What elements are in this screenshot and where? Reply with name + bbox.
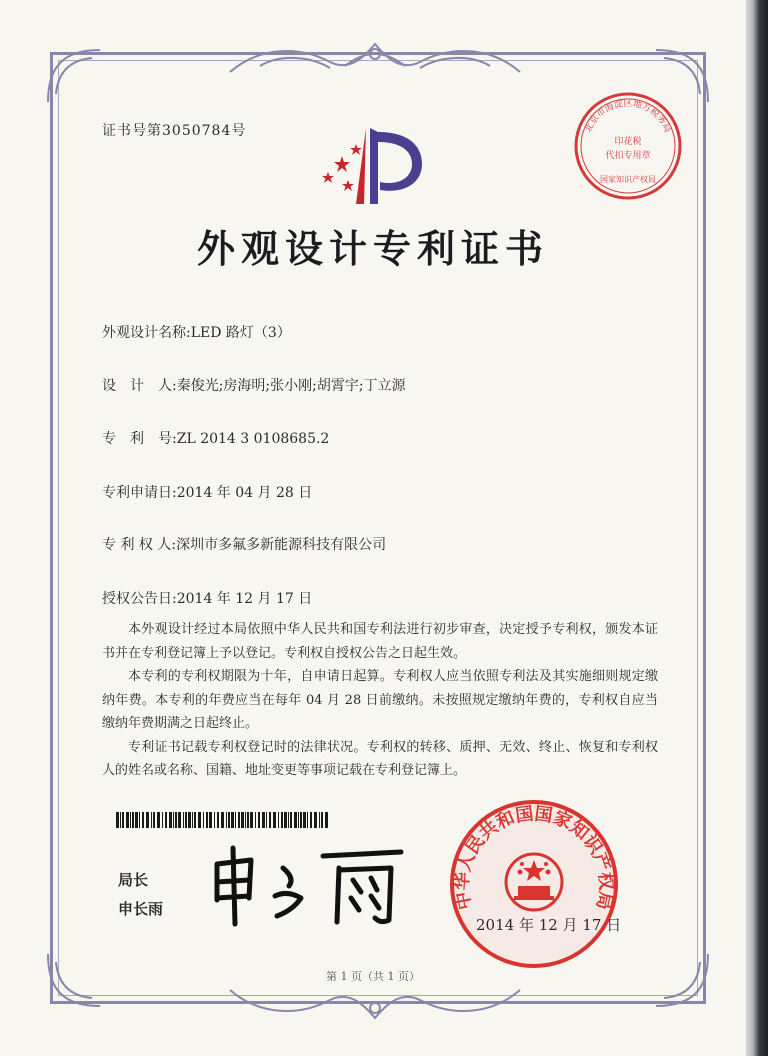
- svg-text:北京市海淀区地方税务局: [582, 97, 674, 134]
- field-grant-date: [102, 588, 312, 608]
- corner-ornament-tl: [44, 46, 104, 106]
- certificate-body: [102, 618, 658, 783]
- seal-date: 2014 年 12 月 17 日: [476, 916, 622, 934]
- official-seal: [448, 798, 620, 970]
- field-value: LED 路灯（3）: [190, 325, 291, 341]
- field-value: ZL 2014 3 0108685.2: [176, 431, 330, 447]
- patent-office-logo: [318, 122, 428, 208]
- field-label: 外观设计名称:: [102, 325, 191, 341]
- page-number: 第 1 页（共 1 页）: [326, 970, 420, 983]
- field-value: 深圳市多氟多新能源科技有限公司: [176, 537, 387, 553]
- bottom-ornament: [220, 982, 530, 1026]
- director-signature: [205, 838, 415, 928]
- certificate-number: 证书号第3050784号: [102, 123, 247, 139]
- official-seal-ring-text: 中华人民共和国国家知识产权局: [451, 803, 617, 912]
- field-design-name: [102, 322, 291, 342]
- tax-stamp-line2: 代扣专用章: [605, 151, 651, 161]
- body-paragraph: 本专利的专利权期限为十年，自申请日起算。专利权人应当依照专利法及其实施细则规定缴纳年费。本专利的年费应当在每年 04 月 28 日前缴纳。未按照规定缴纳年费的，专利权自应当缴纳年费期满之日起终止。: [102, 669, 658, 731]
- top-ornament: [220, 36, 530, 80]
- field-label: 专 利 号:: [102, 431, 177, 447]
- body-paragraph: 专利证书记载专利权登记时的法律状况。专利权的转移、质押、无效、终止、恢复和专利权人的姓名或名称、国籍、地址变更等事项记载在专利登记簿上。: [102, 739, 658, 778]
- field-label: 授权公告日:: [102, 591, 177, 607]
- barcode: [116, 812, 330, 828]
- binding-spine: [746, 0, 768, 1056]
- field-value: 秦俊光;房海明;张小刚;胡霄宇;丁立源: [176, 378, 406, 394]
- field-label: 专利申请日:: [102, 485, 177, 501]
- field-patent-number: [102, 428, 329, 448]
- field-patentee: [102, 534, 386, 554]
- field-application-date: [102, 482, 312, 502]
- body-paragraph: 本外观设计经过本局依照中华人民共和国专利法进行初步审查，决定授予专利权，颁发本证书并在专利登记簿上予以登记。专利权自授权公告之日起生效。: [102, 622, 658, 661]
- field-label: 设 计 人:: [102, 378, 177, 394]
- field-label: 专 利 权 人:: [102, 537, 177, 553]
- certificate-title: 外观设计专利证书: [196, 226, 549, 271]
- tax-stamp-bottom: 国家知识产权局: [600, 175, 656, 184]
- tax-stamp-ring-text: 北京市海淀区地方税务局: [583, 99, 673, 135]
- field-value: 2014 年 04 月 28 日: [176, 485, 313, 501]
- tax-stamp-seal: [572, 90, 684, 202]
- director-block: [118, 866, 163, 924]
- director-title: 局长: [118, 871, 149, 889]
- director-name: 申长雨: [118, 900, 164, 918]
- field-value: 2014 年 12 月 17 日: [176, 591, 313, 607]
- tax-stamp-line1: 印花税: [614, 137, 642, 147]
- field-designers: [102, 375, 406, 395]
